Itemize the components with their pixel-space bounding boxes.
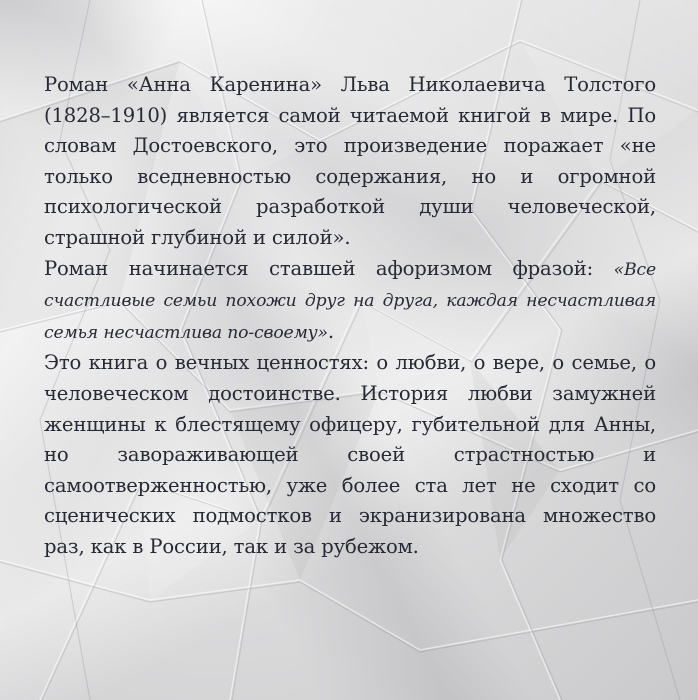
famous-quote: «Все счастливые семьи похожи друг на друга, каждая несчастливая семья несчастлива по-своему» [44,259,656,343]
paragraph-opening-phrase [44,254,656,349]
paragraph-intro: Роман «Анна Каренина» Льва Николаевича Толстого (1828–1910) является самой читаемой книгой в мире. По словам Достоевского, это произведение поражает «не только вседневностью содержания, но и огромной психологической разработкой души человеческой, страшной глубиной и силой». [44,73,656,249]
opening-phrase-lead: Роман начинается ставшей афоризмом фразой: [44,256,614,280]
paragraph-values: Это книга о вечных ценностях: о любви, о вере, о семье, о человеческом достоинстве. История любви замужней женщины к блестящему офицеру, губительной для Анны, но завораживающей своей страстностью и самоотверженностью, уже более ста лет не сходит со сценических подмостков и экранизирована множество раз, как в России, так и за рубежом. [44,351,656,558]
quote-period: . [327,319,334,343]
article-text [44,70,656,563]
